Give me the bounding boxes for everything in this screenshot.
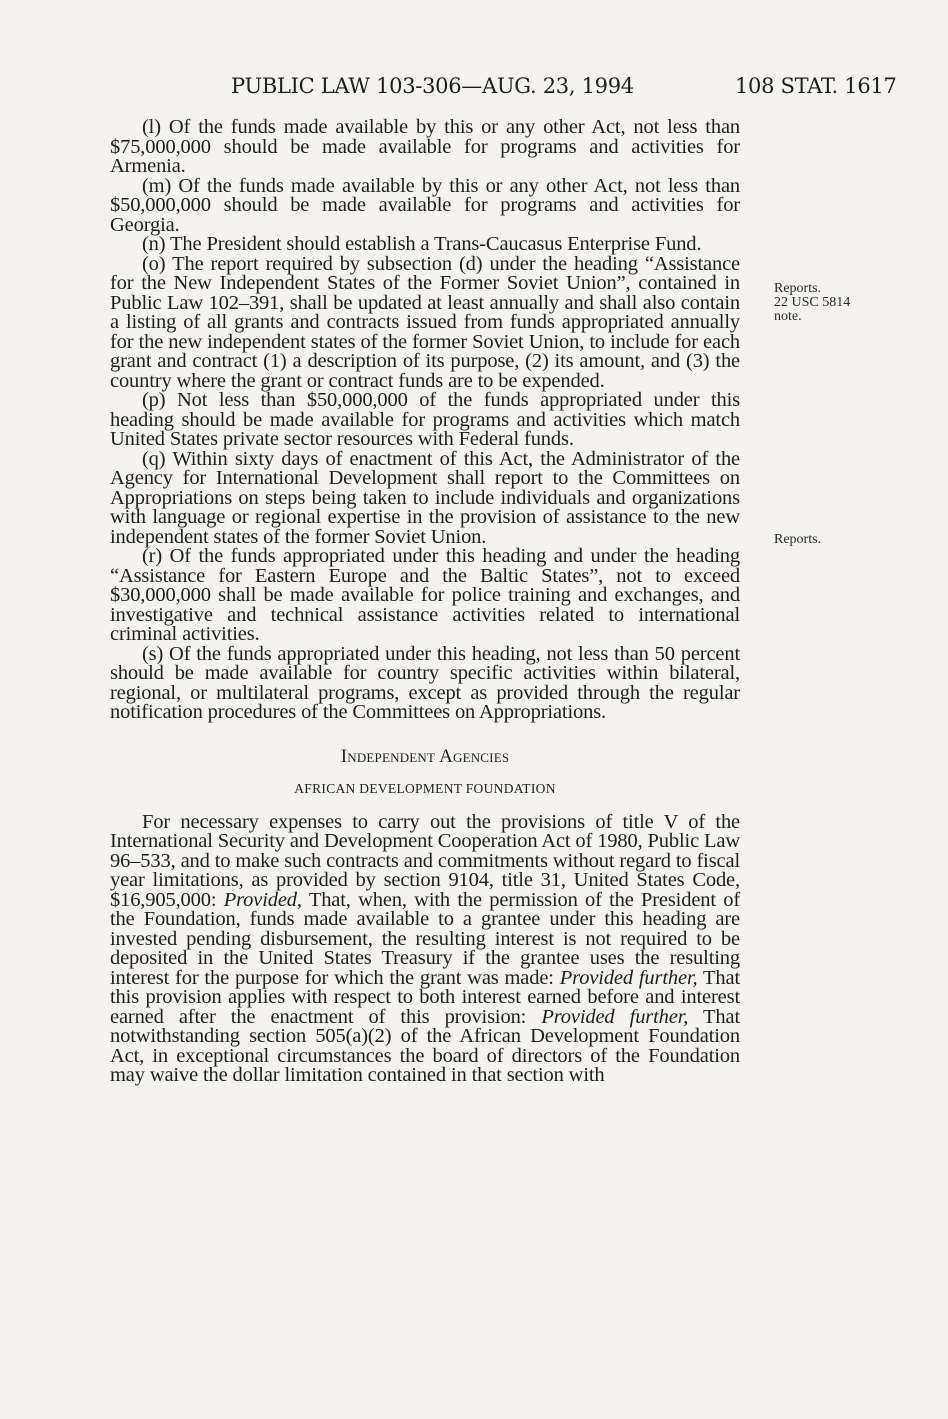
paragraph-m: (m) Of the funds made available by this or any other Act, not less than $50,000,000 should be made available for programs and activities for Georgia. bbox=[110, 174, 740, 236]
section-heading: Independent Agencies bbox=[340, 745, 510, 767]
paragraph-p: (p) Not less than $50,000,000 of the funds appropriated under this heading should be made available for programs and activities which match United States private sector resources with Federal funds. bbox=[110, 389, 740, 450]
paragraph-l: (l) Of the funds made available by this or any other Act, not less than $75,000,000 should be made available for programs and activities for Armenia. bbox=[110, 116, 740, 177]
margin-note-line: 22 USC 5814 bbox=[774, 295, 851, 310]
adf-text-2: That, when, with the permission of the President of the Foundation, funds made available to a grantee under this heading are invested pending disbursement, the resulting interest is not required to be deposited in the United States Treasury if the grantee uses the resulting interest for the purpose for which the grant was made: bbox=[110, 888, 741, 989]
statute-page-number: 108 STAT. 1617 bbox=[735, 74, 897, 98]
adf-text-1: For necessary expenses to carry out the provisions of title V of the International Security and Development Cooperation Act of 1980, Public Law 96–533, and to make such contracts and commitments without regard to fiscal year limitations, as provided by section 9104, title 31, United States Code, $16,905,000: bbox=[110, 810, 740, 911]
page-header bbox=[0, 74, 948, 102]
document-body bbox=[110, 118, 740, 1086]
adf-provided-3: Provided further, bbox=[541, 1005, 689, 1028]
adf-text-4: That notwithstanding section 505(a)(2) of the African Development Foundation Act, in exceptional circumstances the board of directors of the Foundation may waive the dollar limitation contained in that section with bbox=[110, 1005, 740, 1086]
adf-provided-1: Provided, bbox=[223, 888, 302, 911]
margin-note-line: note. bbox=[774, 309, 802, 324]
paragraph-r: (r) Of the funds appropriated under this heading and under the heading “Assistance for Eastern Europe and the Baltic States”, not to exceed $30,000,000 shall be made available for police training and exchanges, and investigative and technical assistance activities related to international criminal activities. bbox=[110, 545, 740, 645]
margin-note-line: Reports. bbox=[774, 532, 822, 547]
paragraph-n: (n) The President should establish a Trans-Caucasus Enterprise Fund. bbox=[142, 233, 702, 255]
margin-note-reports-usc bbox=[774, 282, 850, 324]
paragraph-q: (q) Within sixty days of enactment of this Act, the Administrator of the Agency for International Development shall report to the Committees on Appropriations on steps being taken to include individuals and organizations with language or regional expertise in the provision of assistance to the new independent states of the former Soviet Union. bbox=[110, 447, 740, 548]
paragraph-s: (s) Of the funds appropriated under this heading, not less than 50 percent should be made available for country specific activities within bilateral, regional, or multilateral programs, except as provided through the regular notification procedures of the Committees on Appropriations. bbox=[110, 642, 740, 723]
adf-text-3: That this provision applies with respect to both interest earned before and interest earned after the enactment of this provision: bbox=[110, 966, 740, 1028]
paragraph-o: (o) The report required by subsection (d) under the heading “Assistance for the New Independent States of the Former Soviet Union”, contained in Public Law 102–391, shall be updated at least annually and shall also contain a listing of all grants and contracts issued from funds appropriated annually for the new independent states of the former Soviet Union, to include for each grant and contract (1) a description of its purpose, (2) its amount, and (3) the country where the grant or contract funds are to be expended. bbox=[110, 252, 740, 392]
african-development-foundation-paragraph bbox=[110, 810, 741, 1086]
law-title: PUBLIC LAW 103-306—AUG. 23, 1994 bbox=[231, 74, 634, 98]
subsection-heading: AFRICAN DEVELOPMENT FOUNDATION bbox=[294, 780, 556, 796]
adf-provided-2: Provided further, bbox=[559, 966, 698, 989]
margin-note-reports bbox=[774, 533, 821, 547]
margin-note-line: Reports. bbox=[774, 281, 822, 296]
